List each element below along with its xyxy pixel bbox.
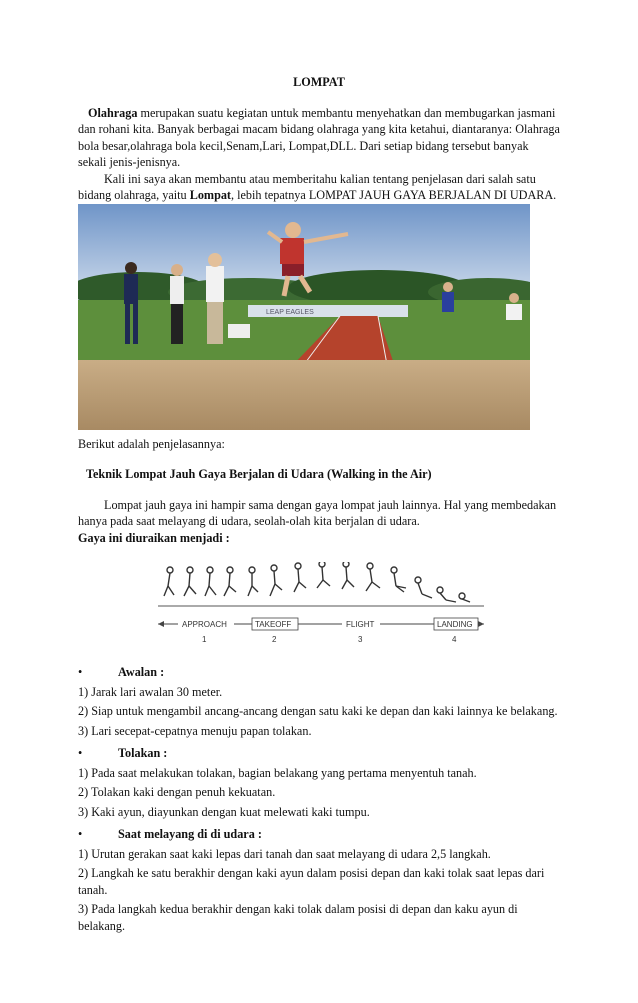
- section-heading-text: Saat melayang di di udara :: [118, 827, 262, 841]
- intro-bold-lompat: Lompat: [189, 188, 231, 202]
- document-page: [78, 74, 560, 934]
- section-heading-text: Awalan :: [118, 665, 165, 679]
- section-heading: [78, 664, 560, 681]
- list-item: 2) Siap untuk mengambil ancang-ancang dengan satu kaki ke depan dan kaki lainnya ke belakang.: [78, 704, 558, 718]
- section-tolakan: [78, 745, 560, 820]
- list-item: 1) Jarak lari awalan 30 meter.: [78, 684, 223, 699]
- intro-text-1: merupakan suatu kegiatan untuk membantu menyehatkan dan membugarkan jasmani dan rohani kita. Banyak berbagai macam bidang olahraga yang kita ketahui, diantaranya: Olahraga bola besar,olahraga bola kecil,Senam,Lari, Lompat,DLL. Dari setiap bidang tersebut banyak sekali jenis-jenisnya.: [78, 105, 560, 169]
- section-awalan: [78, 664, 560, 739]
- intro-paragraph-1: [78, 105, 560, 171]
- phase-takeoff-label: TAKEOFF: [255, 620, 292, 629]
- phase-number-1: 1: [202, 635, 207, 644]
- phase-approach-label: APPROACH: [182, 620, 227, 629]
- phase-number-4: 4: [452, 635, 457, 644]
- phase-flight-label: FLIGHT: [346, 620, 375, 629]
- list-item: 3) Kaki ayun, diayunkan dengan kuat melewati kaki tumpu.: [78, 804, 370, 819]
- section-heading: [78, 826, 560, 843]
- phase-number-3: 3: [358, 635, 363, 644]
- bullet-dot: •: [78, 746, 83, 760]
- list-item: 1) Urutan gerakan saat kaki lepas dari tanah dan saat melayang di udara 2,5 langkah.: [78, 846, 491, 861]
- list-item: 2) Tolakan kaki dengan penuh kekuatan.: [78, 785, 276, 799]
- long-jump-photo: [78, 204, 530, 430]
- list-item: 3) Lari secepat-cepatnya menuju papan tolakan.: [78, 723, 312, 738]
- section-heading: [78, 745, 560, 762]
- list-item: 2) Langkah ke satu berakhir dengan kaki ayun dalam posisi depan dan kaki tolak saat lepas dari tanah.: [78, 866, 545, 897]
- phase-diagram: [156, 562, 486, 654]
- bullet-dot: •: [78, 665, 83, 679]
- bullet-dot: •: [78, 827, 83, 841]
- intro-text-2a: Kali ini saya akan membantu atau memberitahu kalian tentang penjelasan dari salah satu bidang olahraga, yaitu: [78, 171, 536, 202]
- section-melayang: [78, 826, 560, 934]
- intro-text-2b: , lebih tepatnya LOMPAT JAUH GAYA BERJALAN DI UDARA.: [231, 188, 557, 202]
- list-item: 1) Pada saat melakukan tolakan, bagian belakang yang pertama menyentuh tanah.: [78, 765, 477, 780]
- banner-text: LEAP EAGLES: [266, 308, 314, 316]
- intro-paragraph-2: [78, 171, 560, 204]
- list-item: 3) Pada langkah kedua berakhir dengan kaki tolak dalam posisi di depan dan kaku ayun di belakang.: [78, 902, 518, 933]
- technique-heading: Teknik Lompat Jauh Gaya Berjalan di Udara (Walking in the Air): [86, 467, 432, 481]
- phase-landing-label: LANDING: [437, 620, 473, 629]
- section-heading-text: Tolakan :: [118, 746, 168, 760]
- technique-description: Lompat jauh gaya ini hampir sama dengan gaya lompat jauh lainnya. Hal yang membedakan hanya pada saat melayang di udara, seolah-olah kita berjalan di udara.: [78, 497, 557, 528]
- explanation-intro: Berikut adalah penjelasannya:: [78, 436, 225, 451]
- intro-bold-term: Olahraga: [88, 105, 138, 120]
- technique-breakdown-label: Gaya ini diuraikan menjadi :: [78, 530, 230, 545]
- page-title: LOMPAT: [293, 75, 345, 89]
- phase-number-2: 2: [272, 635, 277, 644]
